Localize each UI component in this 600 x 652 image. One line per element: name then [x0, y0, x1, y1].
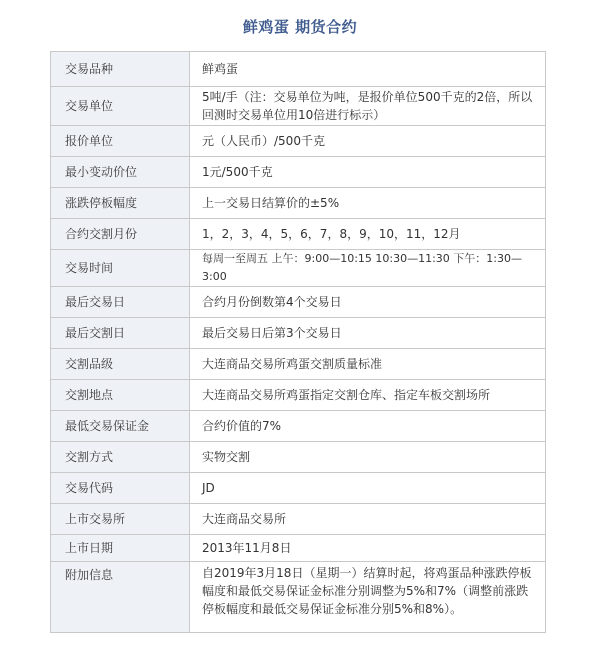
row-label-last-delivery-day: 最后交割日 [51, 318, 190, 349]
row-value-exchange: 大连商品交易所 [190, 504, 546, 535]
row-value-min-margin: 合约价值的7% [190, 411, 546, 442]
row-label-exchange: 上市交易所 [51, 504, 190, 535]
table-row [51, 126, 546, 157]
row-label-delivery-method: 交割方式 [51, 442, 190, 473]
page-title: 鲜鸡蛋 期货合约 [242, 18, 358, 36]
table-row [51, 250, 546, 287]
row-value-delivery-months: 1，2，3，4，5，6，7，8，9，10，11，12月 [190, 219, 546, 250]
row-label-last-trading-day: 最后交易日 [51, 287, 190, 318]
table-row [51, 188, 546, 219]
row-value-trading-code: JD [190, 473, 546, 504]
row-value-quote-unit: 元（人民币）/500千克 [190, 126, 546, 157]
row-label-min-margin: 最低交易保证金 [51, 411, 190, 442]
table-row [51, 562, 546, 633]
table-row [51, 157, 546, 188]
row-value-additional-info: 自2019年3月18日（星期一）结算时起，将鸡蛋品种涨跌停板幅度和最低交易保证金标准分别调整为5%和7%（调整前涨跌停板幅度和最低交易保证金标准分别5%和8%）。 [190, 562, 546, 633]
row-value-listing-date: 2013年11月8日 [190, 535, 546, 562]
row-value-trading-hours: 每周一至周五 上午：9:00—10:15 10:30—11:30 下午：1:30—3:00 [190, 250, 546, 287]
contract-spec-table [50, 51, 546, 633]
row-value-last-delivery-day: 最后交易日后第3个交易日 [190, 318, 546, 349]
table-row [51, 52, 546, 87]
row-value-trading-unit: 5吨/手（注：交易单位为吨，是报价单位500千克的2倍，所以回测时交易单位用10倍进行标示） [190, 87, 546, 126]
table-row [51, 287, 546, 318]
row-label-delivery-grade: 交割品级 [51, 349, 190, 380]
row-label-trading-unit: 交易单位 [51, 87, 190, 126]
table-row [51, 442, 546, 473]
table-row [51, 504, 546, 535]
row-value-delivery-grade: 大连商品交易所鸡蛋交割质量标准 [190, 349, 546, 380]
row-label-delivery-months: 合约交割月份 [51, 219, 190, 250]
table-row [51, 87, 546, 126]
row-label-trading-code: 交易代码 [51, 473, 190, 504]
table-row [51, 535, 546, 562]
row-value-last-trading-day: 合约月份倒数第4个交易日 [190, 287, 546, 318]
row-label-price-limit: 涨跌停板幅度 [51, 188, 190, 219]
row-label-listing-date: 上市日期 [51, 535, 190, 562]
row-label-additional-info: 附加信息 [51, 562, 190, 633]
row-label-trading-hours: 交易时间 [51, 250, 190, 287]
row-value-delivery-location: 大连商品交易所鸡蛋指定交割仓库、指定车板交割场所 [190, 380, 546, 411]
row-label-tick-size: 最小变动价位 [51, 157, 190, 188]
row-value-tick-size: 1元/500千克 [190, 157, 546, 188]
row-value-delivery-method: 实物交割 [190, 442, 546, 473]
row-value-trading-variety: 鲜鸡蛋 [190, 52, 546, 87]
row-label-quote-unit: 报价单位 [51, 126, 190, 157]
table-row [51, 473, 546, 504]
table-row [51, 380, 546, 411]
table-row [51, 411, 546, 442]
table-row [51, 318, 546, 349]
row-label-delivery-location: 交割地点 [51, 380, 190, 411]
table-row [51, 349, 546, 380]
row-label-trading-variety: 交易品种 [51, 52, 190, 87]
table-row [51, 219, 546, 250]
row-value-price-limit: 上一交易日结算价的±5% [190, 188, 546, 219]
